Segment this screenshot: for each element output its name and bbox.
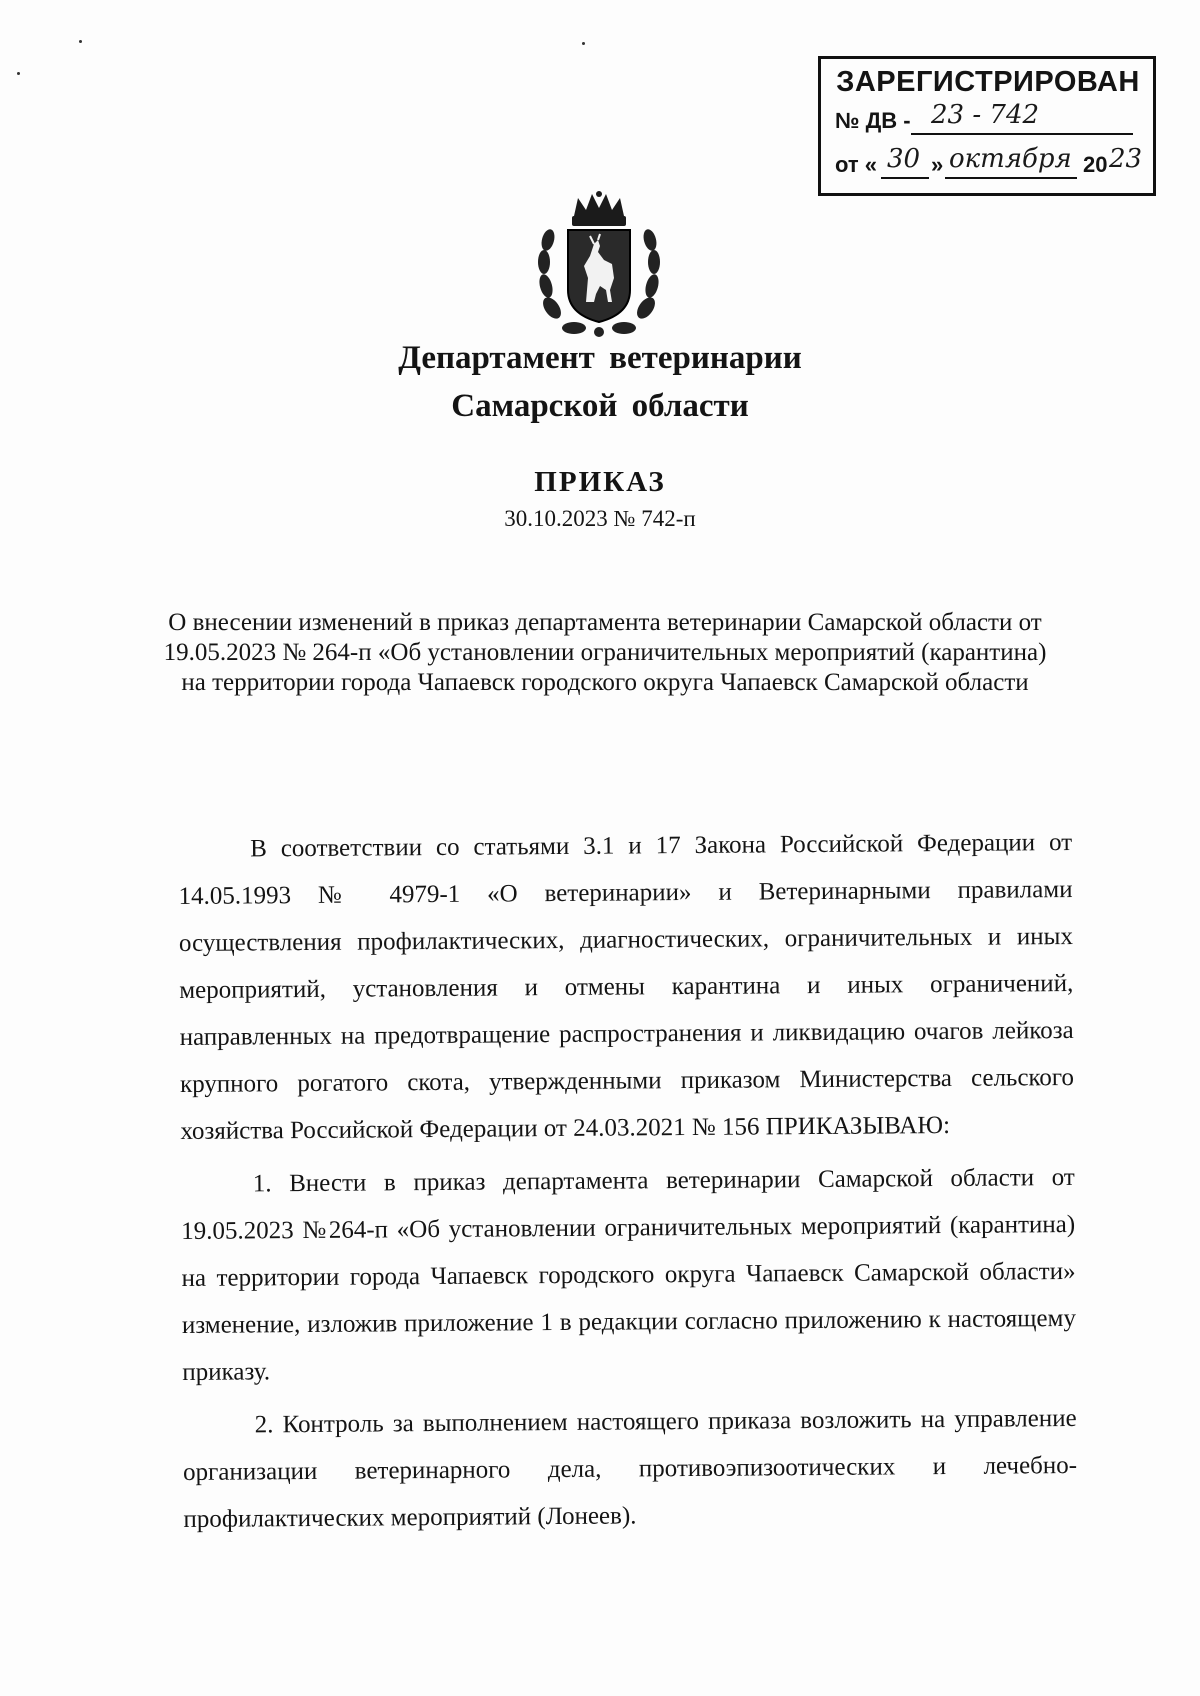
scan-speck [79, 40, 82, 43]
document-date-number: 30.10.2023 № 742-п [504, 506, 696, 531]
stamp-date-month: октября [949, 144, 1072, 174]
samara-coat-of-arms-emblem [534, 190, 664, 340]
order-item-1: 1. Внести в приказ департамента ветеринарии Самарской области от 19.05.2023 №264-п «Об установлении ограничительных мероприятий (карантина) на территории города Чапаевск городского округа Чапаевск Самарской области» изменение, изложив приложение 1 в редакции согласно приложению к настоящему приказу. [181, 1163, 1077, 1386]
stamp-number-handwritten: 23 - 742 [931, 100, 1040, 130]
order-preamble: В соответствии со статьями 3.1 и 17 Закона Российской Федерации от 14.05.1993 № 4979-1 «О ветеринарии» и Ветеринарными правилами осуществления профилактических, диагностических, ограничительных и иных мероприятий, установления и отмены карантина и иных ограничений, направленных на предотвращение распространения и ликвидацию очагов лейкоза крупного рогатого скота, утвержденными приказом Министерства сельского хозяйства Российской Федерации от 24.03.2021 № 156 ПРИКАЗЫВАЮ: [178, 828, 1075, 1145]
department-name-line1: Департамент ветеринарии [398, 340, 802, 376]
scan-speck [17, 72, 20, 75]
scan-speck [582, 42, 585, 45]
order-subject: О внесении изменений в приказ департамента ветеринарии Самарской области от 19.05.2023 № 264-п «Об установлении ограничительных мероприятий (карантина) на территории города Чапаевск городского округа Чапаевск Самарской области [163, 609, 1047, 696]
stamp-date-day: 30 [887, 144, 921, 174]
department-name-line2: Самарской области [451, 388, 749, 424]
stamp-title: ЗАРЕГИСТРИРОВАН [836, 66, 1140, 98]
stamp-number-label: № ДВ - [835, 108, 911, 133]
stamp-year-suffix: 23 [1109, 144, 1143, 174]
stamp-date-line [835, 143, 1141, 187]
order-item-2: 2. Контроль за выполнением настоящего приказа возложить на управление организации ветеринарного дела, противоэпизоотических и лечебно-профилактических мероприятий (Лонеев). [182, 1404, 1078, 1533]
stamp-year-prefix: 20 [1083, 152, 1108, 177]
registration-stamp [818, 56, 1156, 196]
order-body [178, 819, 1078, 1543]
document-type-title: ПРИКАЗ [534, 466, 666, 498]
stamp-date-prefix: от « [835, 152, 878, 177]
stamp-date-mid: » [931, 152, 944, 177]
